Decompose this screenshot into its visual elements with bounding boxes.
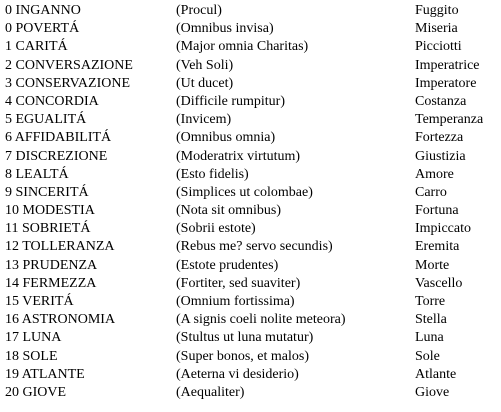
latin-motto: (Invicem) [176,112,232,128]
card-name: Fortezza [415,130,464,146]
latin-motto: (Omnium fortissima) [176,294,295,309]
card-name: Costanza [415,93,467,109]
virtue-name: 6 AFFIDABILITÁ [5,130,112,146]
card-name: Vascello [415,275,463,291]
card-name: Carro [415,184,447,200]
card-name: Picciotti [415,39,462,55]
card-name: Giove [415,384,450,400]
card-name: Miseria [415,21,458,37]
latin-motto: (Omnibus invisa) [176,21,274,37]
latin-motto: (Rebus me? servo secundis) [176,239,333,255]
card-name: Atlante [415,366,457,382]
card-name: Sole [415,348,440,364]
latin-motto: (Major omnia Charitas) [176,39,309,55]
latin-motto: (Aequaliter) [176,384,245,400]
virtue-name: 12 TOLLERANZA [5,239,115,255]
virtue-name: 9 SINCERITÁ [5,184,89,200]
latin-motto: (Aeterna vi desiderio) [176,366,299,382]
latin-motto: (Estote prudentes) [176,257,279,273]
latin-motto: (Simplices ut colombae) [176,184,313,200]
card-name: Imperatore [415,75,477,91]
latin-motto: (A signis coeli nolite meteora) [176,312,346,328]
card-name: Fuggito [415,3,459,18]
latin-motto: (Sobrii estote) [176,221,256,237]
latin-motto: (Omnibus omnia) [176,130,276,146]
virtue-name: 16 ASTRONOMIA [5,312,116,328]
latin-motto: (Difficile rumpitur) [176,93,285,109]
virtue-name: 17 LUNA [5,330,62,346]
card-name: Imperatrice [415,57,480,73]
virtue-name: 19 ATLANTE [5,366,85,382]
latin-motto: (Super bonos, et malos) [176,348,309,364]
latin-motto: (Ut ducet) [176,75,234,91]
latin-motto: (Fortiter, sed suaviter) [176,275,301,291]
virtue-name: 15 VERITÁ [5,294,74,309]
card-name: Morte [415,257,450,273]
card-name: Torre [415,294,446,309]
card-name: Stella [415,312,447,328]
virtue-name: 18 SOLE [5,348,58,364]
card-name: Luna [415,330,444,346]
latin-motto: (Veh Soli) [176,57,234,73]
latin-motto: (Procul) [176,3,222,18]
virtue-name: 1 CARITÁ [5,39,68,55]
virtue-name: 14 FERMEZZA [5,275,97,291]
virtue-name: 20 GIOVE [5,384,67,400]
virtue-name: 0 POVERTÁ [5,21,80,37]
virtue-name: 11 SOBRIETÁ [5,221,91,237]
card-name: Fortuna [415,203,459,219]
card-name: Impiccato [415,221,471,237]
card-name: Amore [415,166,454,182]
virtue-name: 10 MODESTIA [5,203,95,219]
latin-motto: (Nota sit omnibus) [176,203,281,219]
card-name: Eremita [415,239,460,255]
latin-motto: (Moderatrix virtutum) [176,148,301,164]
virtue-name: 4 CONCORDIA [5,93,99,109]
virtue-name: 0 INGANNO [5,3,81,18]
virtue-name: 7 DISCREZIONE [5,148,108,164]
virtue-name: 5 EGUALITÁ [5,112,87,128]
virtue-name: 13 PRUDENZA [5,257,98,273]
virtue-name: 3 CONSERVAZIONE [5,75,131,91]
card-name: Giustizia [415,148,466,164]
virtue-name: 8 LEALTÁ [5,166,69,182]
latin-motto: (Stultus ut luna mutatur) [176,330,314,346]
virtue-name: 2 CONVERSAZIONE [5,57,133,73]
latin-motto: (Esto fidelis) [176,166,249,182]
card-name: Temperanza [415,112,484,128]
